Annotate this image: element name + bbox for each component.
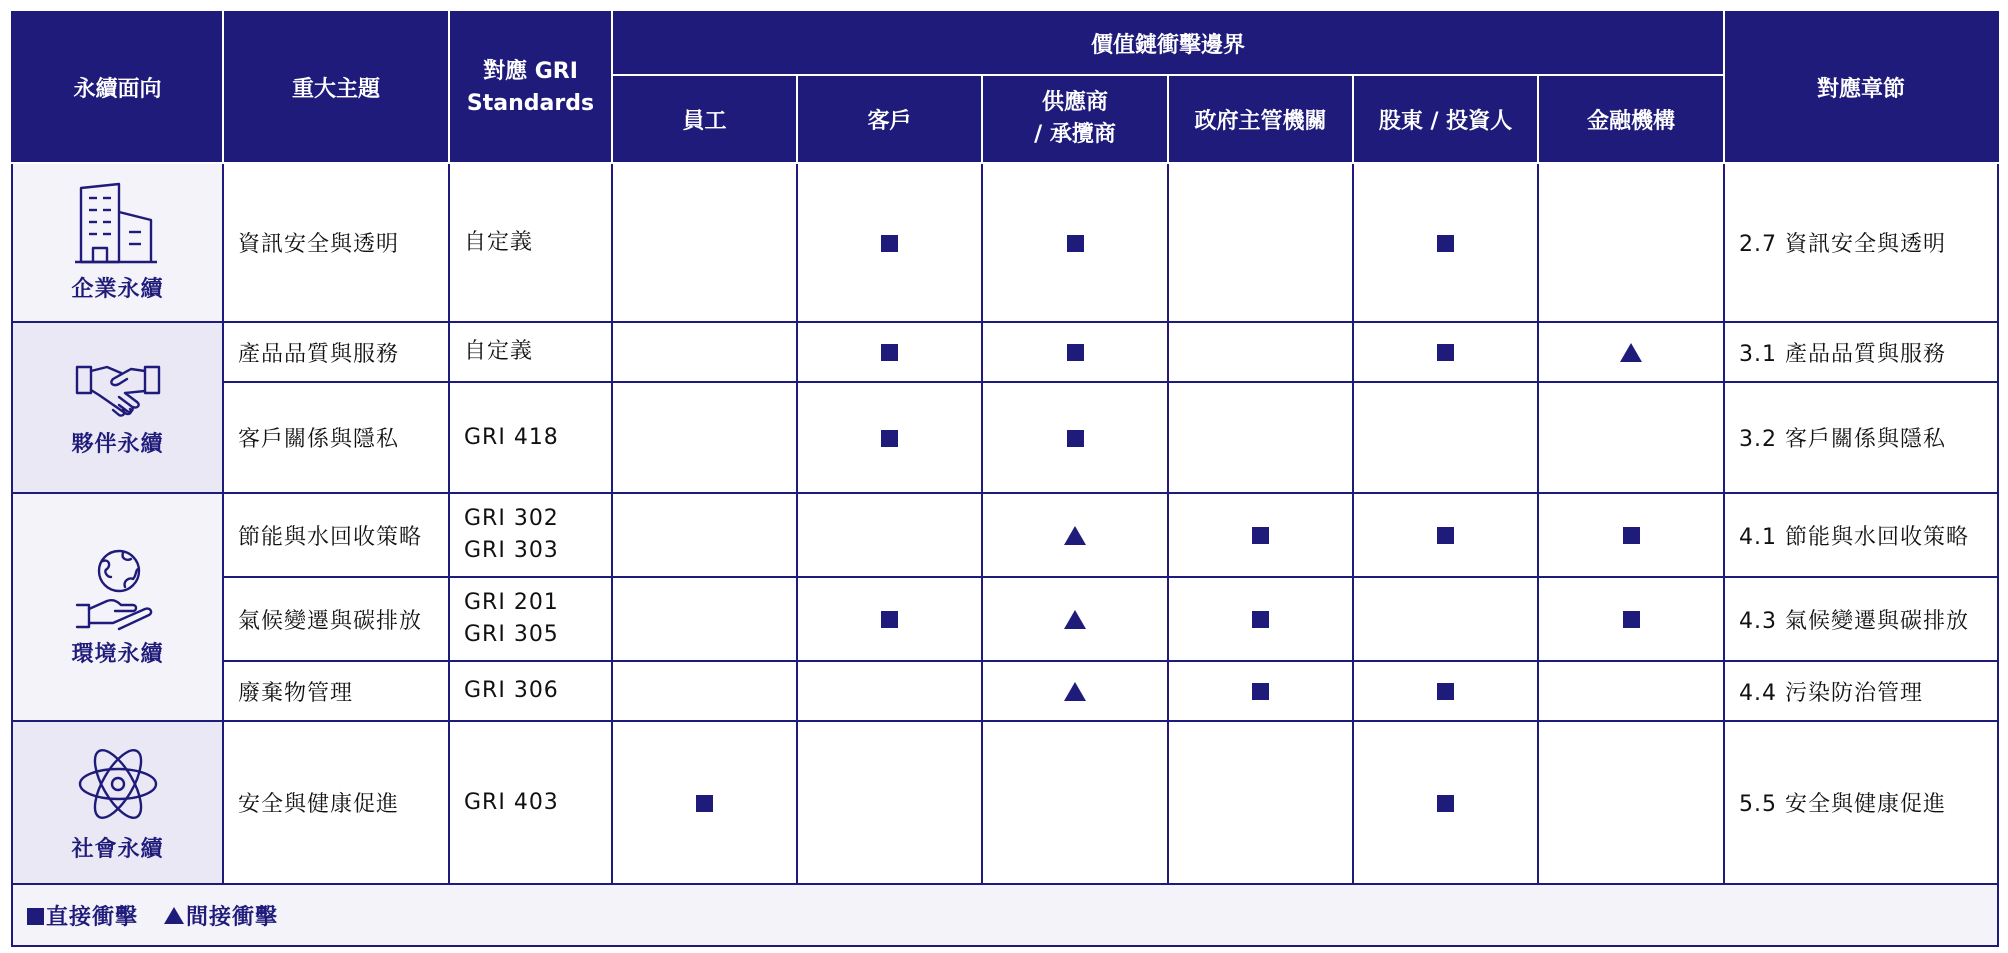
gri-cell: [449, 577, 612, 661]
mark-cell: [982, 493, 1168, 577]
topic-cell: 產品品質與服務: [223, 322, 449, 382]
gri-cell: [449, 163, 612, 322]
mark-cell: [982, 382, 1168, 493]
direct-impact-square-icon: [1437, 235, 1454, 252]
table-row: [12, 493, 1998, 577]
header-customer: 客戶: [797, 75, 982, 163]
mark-cell: [612, 493, 797, 577]
header-shareholder: 股東 / 投資人: [1353, 75, 1538, 163]
mark-cell: [1168, 721, 1353, 884]
header-government: 政府主管機關: [1168, 75, 1353, 163]
gri-value: GRI 418: [464, 424, 559, 450]
legend-indirect: 間接衝擊: [186, 904, 279, 930]
chapter-cell: 5.5 安全與健康促進: [1724, 721, 1998, 884]
gri-value: GRI 403: [464, 789, 559, 815]
topic-cell: 節能與水回收策略: [223, 493, 449, 577]
building-icon: [73, 182, 163, 266]
gri-value: GRI 201: [464, 590, 559, 615]
legend-direct: 直接衝擊: [46, 904, 139, 930]
table-row: [12, 322, 1998, 382]
chapter-cell: 2.7 資訊安全與透明: [1724, 163, 1998, 322]
topic-cell: 氣候變遷與碳排放: [223, 577, 449, 661]
header-chapter: 對應章節: [1724, 12, 1998, 163]
mark-cell: [797, 577, 982, 661]
materiality-boundary-table: [11, 11, 1999, 947]
mark-cell: [982, 577, 1168, 661]
direct-impact-square-icon: [1067, 235, 1084, 252]
header-gri-line2: Standards: [466, 90, 595, 116]
chapter-cell: 3.2 客戶關係與隱私: [1724, 382, 1998, 493]
header-topic: 重大主題: [223, 12, 449, 163]
gri-cell: [449, 721, 612, 884]
mark-cell: [982, 163, 1168, 322]
globe-hand-icon: [73, 547, 163, 631]
gri-cell: [449, 322, 612, 382]
gri-value: GRI 302: [464, 506, 559, 531]
mark-cell: [612, 382, 797, 493]
mark-cell: [797, 322, 982, 382]
handshake-icon: [73, 357, 163, 421]
direct-impact-square-icon: [1437, 344, 1454, 361]
mark-cell: [612, 577, 797, 661]
mark-cell: [612, 661, 797, 721]
topic-cell: 安全與健康促進: [223, 721, 449, 884]
direct-impact-square-icon: [1252, 527, 1269, 544]
mark-cell: [982, 661, 1168, 721]
topic-cell: 廢棄物管理: [223, 661, 449, 721]
atom-icon: [73, 742, 163, 826]
direct-impact-square-icon: [881, 344, 898, 361]
direct-impact-square-icon: [1623, 527, 1640, 544]
category-corporate: [12, 163, 223, 322]
header-supplier-line1: 供應商: [1041, 90, 1108, 115]
mark-cell: [797, 382, 982, 493]
gri-value: 自定義: [464, 339, 534, 364]
header-aspect: 永續面向: [12, 12, 223, 163]
mark-cell: [1168, 382, 1353, 493]
direct-impact-square-icon: [1437, 795, 1454, 812]
mark-cell: [1168, 322, 1353, 382]
category-partner: [12, 322, 223, 493]
mark-cell: [1353, 382, 1538, 493]
legend-row: [12, 884, 1998, 946]
category-label: 環境永續: [71, 641, 164, 667]
chapter-cell: 4.3 氣候變遷與碳排放: [1724, 577, 1998, 661]
mark-cell: [982, 322, 1168, 382]
category-label: 企業永續: [71, 277, 164, 302]
table-row: [12, 577, 1998, 661]
direct-impact-square-icon: [1623, 611, 1640, 628]
gri-value: GRI 306: [464, 678, 559, 703]
table-row: [12, 661, 1998, 721]
direct-impact-square-icon: [1252, 683, 1269, 700]
direct-impact-square-icon: [881, 235, 898, 252]
mark-cell: [1353, 661, 1538, 721]
mark-cell: [1538, 322, 1724, 382]
triangle-legend-icon: [164, 907, 184, 924]
direct-impact-square-icon: [1437, 683, 1454, 700]
gri-cell: [449, 661, 612, 721]
mark-cell: [797, 661, 982, 721]
header-boundary: 價值鏈衝擊邊界: [612, 12, 1724, 75]
mark-cell: [1353, 721, 1538, 884]
mark-cell: [1353, 577, 1538, 661]
category-label: 夥伴永續: [71, 432, 164, 457]
mark-cell: [1538, 721, 1724, 884]
table-row: [12, 382, 1998, 493]
mark-cell: [1538, 163, 1724, 322]
chapter-cell: 4.1 節能與水回收策略: [1724, 493, 1998, 577]
mark-cell: [1353, 322, 1538, 382]
direct-impact-square-icon: [1067, 344, 1084, 361]
header-supplier-line2: / 承攬商: [1034, 122, 1116, 147]
header-financial: 金融機構: [1538, 75, 1724, 163]
indirect-impact-triangle-icon: [1064, 526, 1086, 545]
header-supplier: [982, 75, 1168, 163]
mark-cell: [797, 721, 982, 884]
mark-cell: [797, 163, 982, 322]
mark-cell: [982, 721, 1168, 884]
chapter-cell: 4.4 污染防治管理: [1724, 661, 1998, 721]
gri-value: GRI 303: [464, 538, 559, 563]
mark-cell: [612, 721, 797, 884]
mark-cell: [612, 163, 797, 322]
mark-cell: [1168, 661, 1353, 721]
topic-cell: 客戶關係與隱私: [223, 382, 449, 493]
legend: [12, 884, 1998, 946]
indirect-impact-triangle-icon: [1064, 610, 1086, 629]
indirect-impact-triangle-icon: [1064, 682, 1086, 701]
category-label: 社會永續: [71, 837, 164, 862]
mark-cell: [1538, 577, 1724, 661]
gri-value: GRI 305: [464, 622, 559, 647]
mark-cell: [1353, 163, 1538, 322]
mark-cell: [1168, 577, 1353, 661]
mark-cell: [797, 493, 982, 577]
header-gri: [449, 12, 612, 163]
header-gri-line1: 對應 GRI: [483, 58, 578, 84]
mark-cell: [1538, 382, 1724, 493]
gri-cell: [449, 493, 612, 577]
category-social: [12, 721, 223, 884]
mark-cell: [1538, 493, 1724, 577]
direct-impact-square-icon: [881, 430, 898, 447]
mark-cell: [1168, 493, 1353, 577]
table-row: [12, 163, 1998, 322]
direct-impact-square-icon: [1437, 527, 1454, 544]
direct-impact-square-icon: [881, 611, 898, 628]
table-row: [12, 721, 1998, 884]
square-legend-icon: [27, 908, 44, 925]
header-employee: 員工: [612, 75, 797, 163]
direct-impact-square-icon: [1067, 430, 1084, 447]
gri-cell: [449, 382, 612, 493]
direct-impact-square-icon: [696, 795, 713, 812]
mark-cell: [1538, 661, 1724, 721]
chapter-cell: 3.1 產品品質與服務: [1724, 322, 1998, 382]
mark-cell: [1168, 163, 1353, 322]
indirect-impact-triangle-icon: [1620, 343, 1642, 362]
direct-impact-square-icon: [1252, 611, 1269, 628]
materiality-table-wrapper: [11, 11, 1997, 947]
gri-value: 自定義: [464, 229, 534, 255]
mark-cell: [1353, 493, 1538, 577]
topic-cell: 資訊安全與透明: [223, 163, 449, 322]
mark-cell: [612, 322, 797, 382]
category-environment: [12, 493, 223, 721]
